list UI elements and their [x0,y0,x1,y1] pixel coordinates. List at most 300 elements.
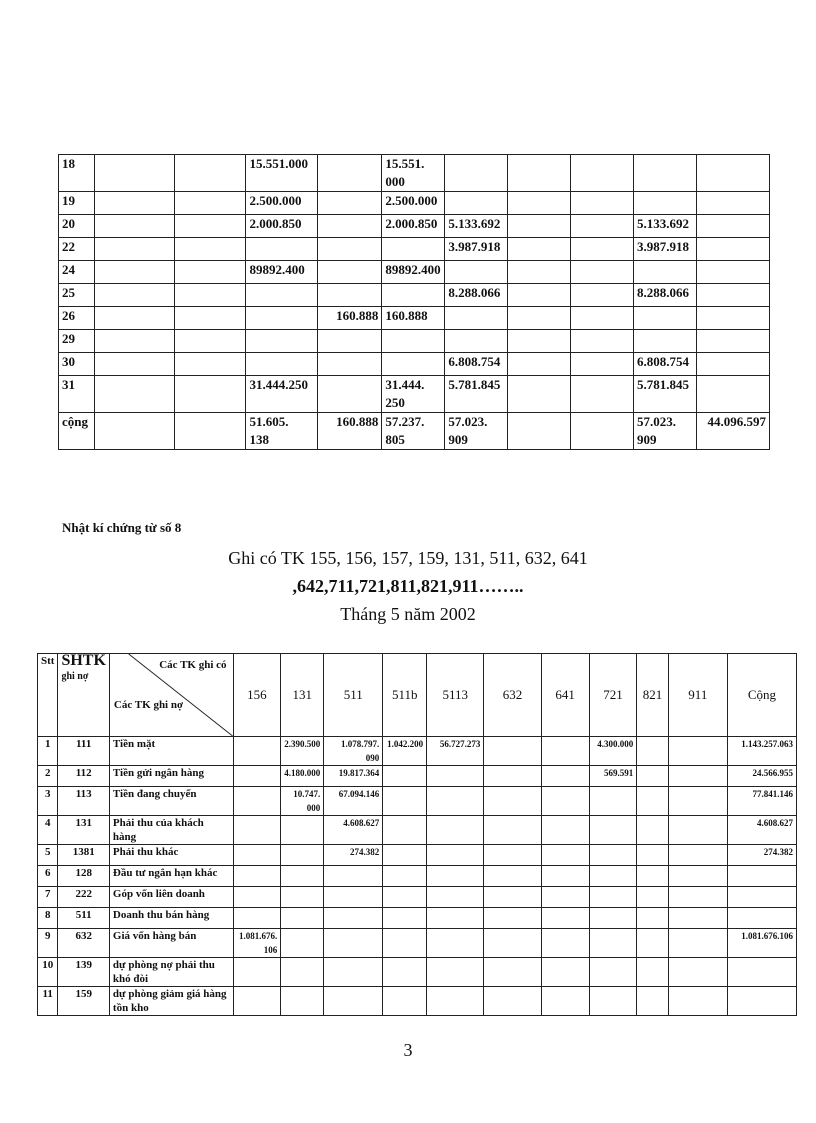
top-table-cell [445,307,508,330]
row-account-name: dự phòng nợ phải thu khó đòi [109,958,233,987]
top-table-row [59,238,770,261]
row-value [281,987,324,1016]
top-table-cell: 15.551.000 [246,155,318,192]
row-account-name: Tiền mặt [109,737,233,766]
row-value [541,766,589,787]
top-table-cell [94,376,174,413]
top-table-cell: 5.133.692 [445,215,508,238]
row-account-name: Góp vốn liên doanh [109,887,233,908]
row-stt: 9 [38,929,58,958]
row-value [281,929,324,958]
top-table-cell [174,261,246,284]
row-value [281,958,324,987]
top-table-cell: 19 [59,192,95,215]
top-table-cell [318,376,382,413]
top-table-cell: 15.551. 000 [382,155,445,192]
journal-table [37,653,797,1016]
row-value [637,737,669,766]
top-table-cell [696,284,769,307]
top-table-row [59,353,770,376]
top-table-cell [94,192,174,215]
top-table-cell [508,284,571,307]
top-table-cell [246,284,318,307]
top-table-cell: 31.444. 250 [382,376,445,413]
top-table-cell [318,284,382,307]
row-value [383,929,427,958]
row-value [589,908,637,929]
top-table-row [59,307,770,330]
row-stt: 1 [38,737,58,766]
row-value [233,816,281,845]
row-stt: 3 [38,787,58,816]
row-value [484,766,541,787]
row-account: 511 [58,908,109,929]
top-table-cell: 57.023. 909 [633,413,696,450]
row-value: 67.094.146 [324,787,383,816]
row-stt: 4 [38,816,58,845]
row-value: 1.081.676.106 [727,929,796,958]
row-value [281,866,324,887]
row-account: 159 [58,987,109,1016]
row-value [233,845,281,866]
row-value [484,737,541,766]
row-value [637,887,669,908]
row-value [324,929,383,958]
top-table-cell [571,192,634,215]
row-account-name: Tiền gửi ngân hàng [109,766,233,787]
row-value [383,987,427,1016]
row-value [324,866,383,887]
top-table-cell [318,192,382,215]
row-value [484,908,541,929]
column-header: Cộng [727,654,796,737]
row-value [541,987,589,1016]
top-table-cell [174,376,246,413]
row-value [484,987,541,1016]
top-table-cell [445,330,508,353]
top-table-cell [571,155,634,192]
top-table-cell [445,261,508,284]
shtk-header [58,654,109,737]
row-value [383,787,427,816]
journal-row [38,787,797,816]
top-table-cell: 8.288.066 [445,284,508,307]
journal-title-line1: Ghi có TK 155, 156, 157, 159, 131, 511, 632, 641 [228,548,588,568]
top-table-cell: 57.237. 805 [382,413,445,450]
row-value [727,987,796,1016]
top-table-cell [318,353,382,376]
top-table-cell [508,155,571,192]
top-table-cell [94,215,174,238]
row-account: 632 [58,929,109,958]
row-value [637,766,669,787]
top-table-cell: 20 [59,215,95,238]
top-table-cell [571,261,634,284]
top-table-cell [382,330,445,353]
top-table-cell [571,307,634,330]
row-value [727,958,796,987]
top-table-cell [174,413,246,450]
top-table-cell [571,353,634,376]
row-value [541,929,589,958]
row-value: 1.081.676. 106 [233,929,281,958]
top-table-cell [633,261,696,284]
row-stt: 8 [38,908,58,929]
top-table-cell [696,261,769,284]
row-value [637,816,669,845]
row-value [324,908,383,929]
row-value [637,908,669,929]
column-header: 156 [233,654,281,737]
top-table-cell [318,238,382,261]
top-table-cell [174,284,246,307]
row-value [541,845,589,866]
top-table-cell: 51.605. 138 [246,413,318,450]
row-value [589,929,637,958]
top-table-cell: 5.781.845 [445,376,508,413]
row-value [383,816,427,845]
row-value: 56.727.273 [427,737,484,766]
top-table-cell [508,413,571,450]
top-table-cell [508,261,571,284]
row-value [484,958,541,987]
top-table-row [59,155,770,192]
column-header: 911 [668,654,727,737]
top-table-row [59,376,770,413]
row-value [589,887,637,908]
top-table-cell [696,376,769,413]
row-value [427,908,484,929]
top-table-cell [246,238,318,261]
row-account: 139 [58,958,109,987]
row-value [541,887,589,908]
top-table-cell [94,284,174,307]
top-table-row [59,413,770,450]
top-table-cell: 2.000.850 [246,215,318,238]
top-table-cell [174,330,246,353]
top-table-cell [174,353,246,376]
journal-header-row [38,654,797,737]
row-value [233,737,281,766]
journal-title-line3: Tháng 5 năm 2002 [340,604,476,624]
row-account-name: Phải thu của khách hàng [109,816,233,845]
row-value [233,958,281,987]
top-table-cell: 2.500.000 [246,192,318,215]
row-value [637,845,669,866]
shtk-sub-label: ghi nợ [61,671,89,682]
row-stt: 2 [38,766,58,787]
top-table-cell: 44.096.597 [696,413,769,450]
top-table-cell [445,192,508,215]
top-table-cell: 18 [59,155,95,192]
row-value [589,845,637,866]
journal-caption: Nhật kí chứng từ số 8 [62,520,182,535]
row-value: 1.042.200 [383,737,427,766]
top-table-cell: 24 [59,261,95,284]
row-value: 274.382 [727,845,796,866]
row-value [589,866,637,887]
row-value [427,766,484,787]
top-table-cell: 3.987.918 [445,238,508,261]
top-table-cell [696,307,769,330]
row-value [637,987,669,1016]
top-table-cell [633,155,696,192]
row-value [541,816,589,845]
row-value [668,908,727,929]
top-table-cell [246,307,318,330]
row-value [427,845,484,866]
top-table-cell [508,215,571,238]
stt-header: Stt [38,654,58,737]
row-value [281,908,324,929]
top-table-cell: 57.023. 909 [445,413,508,450]
diag-bottom-label: Các TK ghi nợ [113,699,184,711]
top-table-cell: 89892.400 [246,261,318,284]
top-table-cell [508,192,571,215]
row-value [668,816,727,845]
row-value [668,929,727,958]
top-table-cell [174,307,246,330]
top-table-cell [696,215,769,238]
row-value [484,787,541,816]
row-value: 10.747. 000 [281,787,324,816]
top-table-cell [633,307,696,330]
top-table-cell: 6.808.754 [633,353,696,376]
row-value [589,958,637,987]
top-table-cell: 5.133.692 [633,215,696,238]
row-value [484,816,541,845]
top-table-cell [508,330,571,353]
row-value [383,908,427,929]
row-value [324,958,383,987]
row-account-name: dự phòng giảm giá hàng tồn kho [109,987,233,1016]
row-account: 1381 [58,845,109,866]
top-table-cell [382,238,445,261]
journal-title-line2: ,642,711,721,811,821,911…….. [292,576,524,596]
top-table-row [59,330,770,353]
top-table-row [59,215,770,238]
row-value [383,887,427,908]
top-table-cell [174,215,246,238]
row-account-name: Đầu tư ngắn hạn khác [109,866,233,887]
top-table-cell: 22 [59,238,95,261]
top-table-cell [174,155,246,192]
row-value [233,887,281,908]
row-value [541,787,589,816]
top-table-cell: 5.781.845 [633,376,696,413]
journal-row [38,887,797,908]
row-value [541,866,589,887]
row-account-name: Giá vốn hàng bán [109,929,233,958]
row-value [637,787,669,816]
row-value [427,787,484,816]
column-header: 511 [324,654,383,737]
top-table-cell: 6.808.754 [445,353,508,376]
top-table-cell: 31.444.250 [246,376,318,413]
journal-row [38,929,797,958]
top-table-row [59,261,770,284]
row-value: 4.300.000 [589,737,637,766]
shtk-label: SHTK [61,652,106,669]
row-value: 1.078.797. 090 [324,737,383,766]
top-table-cell [571,238,634,261]
row-value [637,866,669,887]
top-table-cell [94,353,174,376]
journal-row [38,845,797,866]
journal-row [38,908,797,929]
top-table-cell [382,353,445,376]
row-value [427,816,484,845]
row-account: 112 [58,766,109,787]
top-table-cell [318,215,382,238]
row-value [541,908,589,929]
row-value [668,987,727,1016]
top-table-cell [94,155,174,192]
top-table-cell [318,261,382,284]
row-value [589,816,637,845]
top-table-cell: 160.888 [318,413,382,450]
journal-row [38,766,797,787]
journal-row [38,816,797,845]
row-stt: 10 [38,958,58,987]
row-value [541,737,589,766]
top-table-cell: 3.987.918 [633,238,696,261]
row-account: 113 [58,787,109,816]
column-header: 641 [541,654,589,737]
top-table-cell [246,353,318,376]
row-account: 128 [58,866,109,887]
column-header: 511b [383,654,427,737]
row-value [637,958,669,987]
row-value: 2.390.500 [281,737,324,766]
row-value [727,866,796,887]
top-table-cell [571,413,634,450]
row-account: 111 [58,737,109,766]
row-value [668,766,727,787]
top-ledger-table [58,154,770,450]
top-table-cell: cộng [59,413,95,450]
top-table-cell [382,284,445,307]
top-table-cell [571,376,634,413]
row-value [233,908,281,929]
top-table-cell [571,284,634,307]
top-table-cell: 2.500.000 [382,192,445,215]
row-value: 19.817.364 [324,766,383,787]
top-table-cell [508,238,571,261]
page-number: 3 [403,1040,413,1060]
row-value [233,766,281,787]
top-table-cell [508,353,571,376]
top-table-cell [508,307,571,330]
top-table-cell: 30 [59,353,95,376]
journal-row [38,987,797,1016]
row-value [383,958,427,987]
top-table-cell [94,413,174,450]
top-table-cell [696,155,769,192]
journal-row [38,737,797,766]
row-value [383,766,427,787]
row-value [668,787,727,816]
row-account: 131 [58,816,109,845]
row-value [484,845,541,866]
row-value [637,929,669,958]
row-value [427,958,484,987]
row-value [233,866,281,887]
row-value [727,887,796,908]
row-value [427,887,484,908]
row-value [589,987,637,1016]
top-table-cell: 2.000.850 [382,215,445,238]
row-stt: 7 [38,887,58,908]
row-value [668,845,727,866]
journal-row [38,866,797,887]
row-value [427,929,484,958]
row-value [281,845,324,866]
row-value: 569.591 [589,766,637,787]
row-account: 222 [58,887,109,908]
top-table-cell: 29 [59,330,95,353]
top-table-cell [571,330,634,353]
column-header: 632 [484,654,541,737]
diag-top-label: Các TK ghi có [159,659,227,671]
top-table-row [59,192,770,215]
column-header: 131 [281,654,324,737]
column-header: 821 [637,654,669,737]
row-stt: 5 [38,845,58,866]
top-table-cell [445,155,508,192]
row-value [668,866,727,887]
row-value: 1.143.257.063 [727,737,796,766]
row-value [324,987,383,1016]
row-value [668,737,727,766]
top-table-cell: 160.888 [382,307,445,330]
row-value [281,816,324,845]
column-header: 721 [589,654,637,737]
top-table-cell: 26 [59,307,95,330]
row-value [484,887,541,908]
row-value [324,887,383,908]
row-value [727,908,796,929]
row-value: 4.180.000 [281,766,324,787]
diagonal-header [109,654,233,737]
top-table-cell: 25 [59,284,95,307]
row-value: 4.608.627 [727,816,796,845]
top-table-cell [174,238,246,261]
top-table-cell [696,353,769,376]
row-account-name: Phải thu khác [109,845,233,866]
row-value [427,987,484,1016]
top-table-cell [696,192,769,215]
row-value [541,958,589,987]
row-value: 274.382 [324,845,383,866]
top-table-cell [633,330,696,353]
row-value [484,866,541,887]
top-table-cell [696,238,769,261]
row-value: 24.566.955 [727,766,796,787]
top-table-cell [94,238,174,261]
top-table-cell [94,261,174,284]
row-account-name: Doanh thu bán hàng [109,908,233,929]
row-value [383,866,427,887]
top-table-cell [633,192,696,215]
top-table-cell: 160.888 [318,307,382,330]
top-table-cell [94,330,174,353]
row-value: 77.841.146 [727,787,796,816]
row-value [668,958,727,987]
row-value [383,845,427,866]
row-stt: 11 [38,987,58,1016]
top-table-cell [696,330,769,353]
